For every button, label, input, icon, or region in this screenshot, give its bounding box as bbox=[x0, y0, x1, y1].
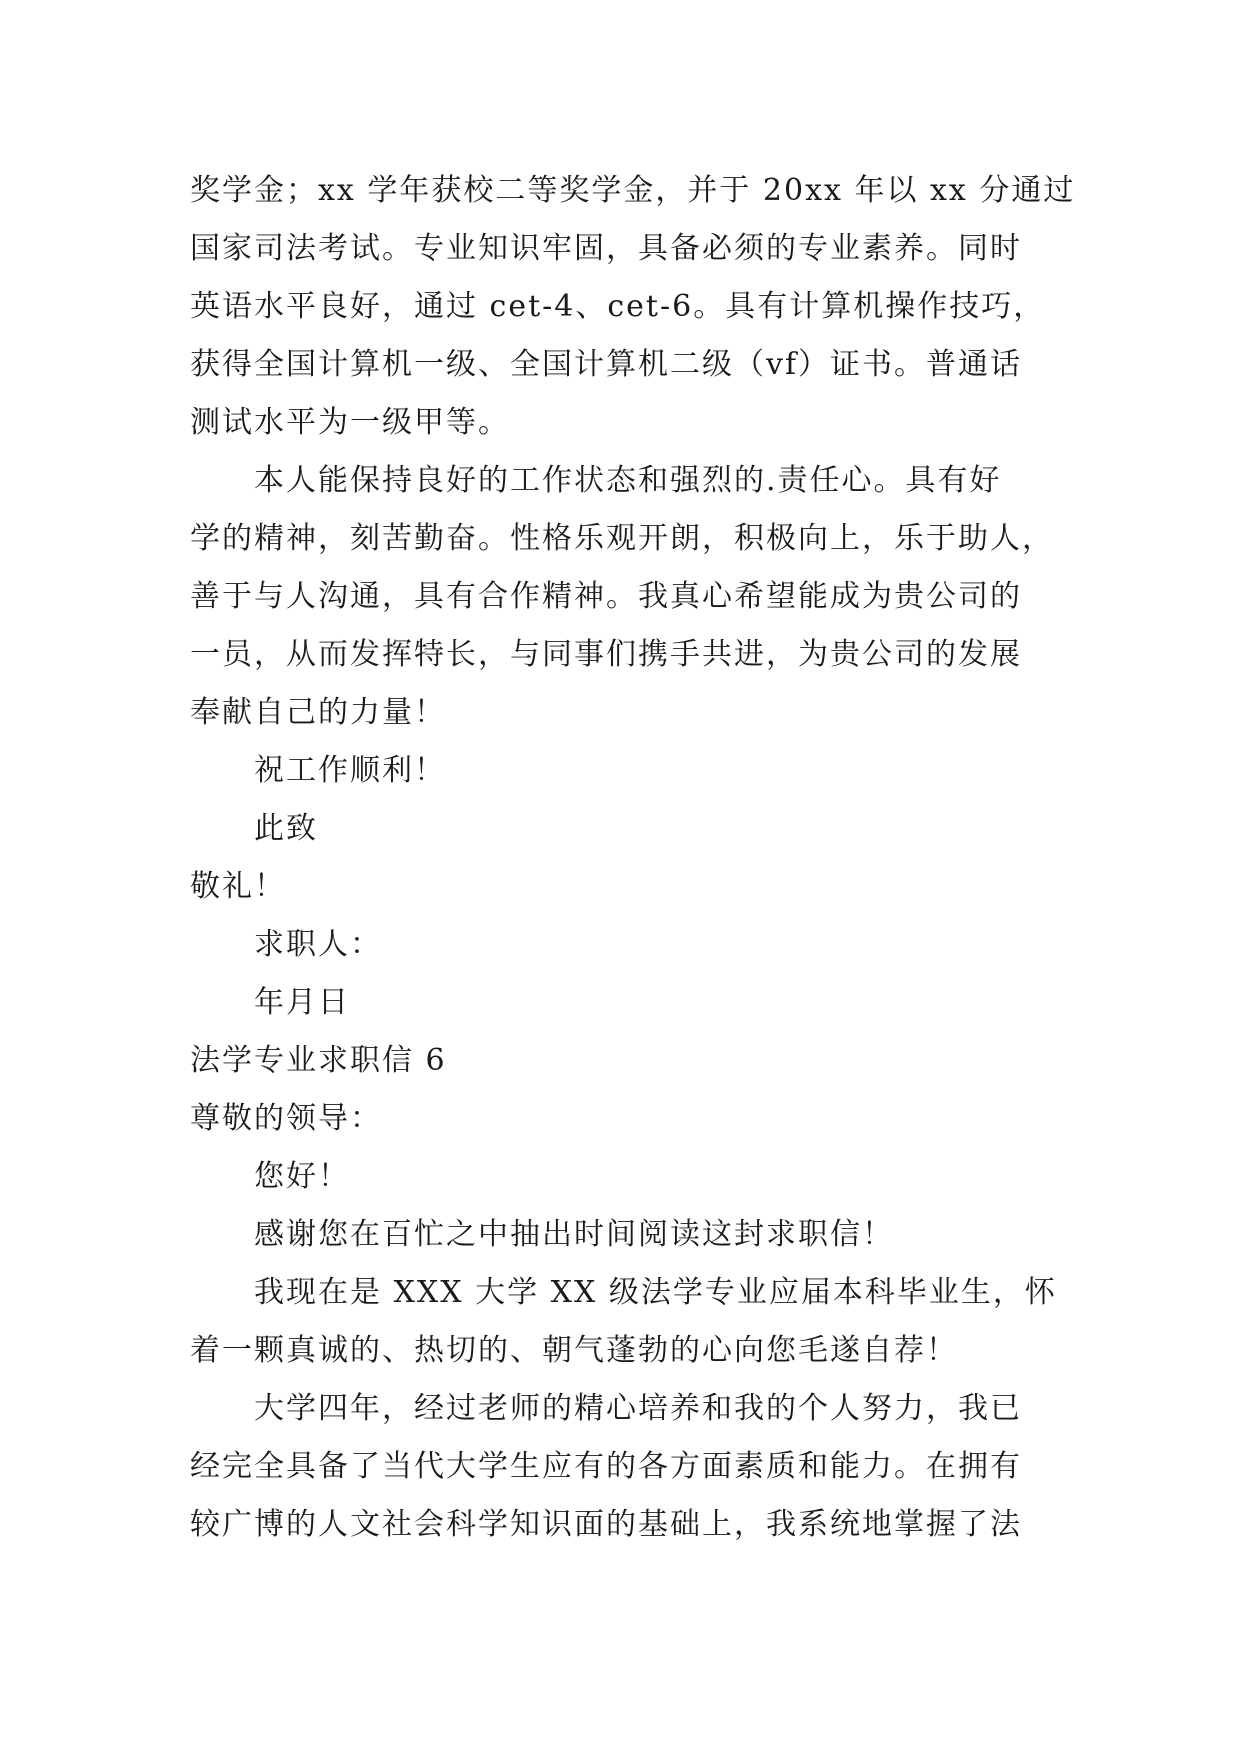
greeting-recipient: 尊敬的领导： bbox=[190, 1101, 382, 1136]
text-line: 善于与人沟通，具有合作精神。我真心希望能成为贵公司的 bbox=[190, 579, 1022, 614]
paragraph-start-line: 我现在是 XXX 大学 XX 级法学专业应届本科毕业生，怀 bbox=[254, 1275, 1057, 1310]
text-line: 学的精神，刻苦勤奋。性格乐观开朗，积极向上，乐于助人， bbox=[190, 521, 1054, 556]
signature-label: 求职人： bbox=[254, 927, 382, 962]
text-line: 着一颗真诚的、热切的、朝气蓬勃的心向您毛遂自荐！ bbox=[190, 1333, 958, 1368]
text-line: 英语水平良好，通过 cet-4、cet-6。具有计算机操作技巧， bbox=[190, 289, 1046, 324]
text-line: 测试水平为一级甲等。 bbox=[190, 405, 510, 440]
text-line: 一员，从而发挥特长，与同事们携手共进，为贵公司的发展 bbox=[190, 637, 1022, 672]
greeting: 您好！ bbox=[254, 1159, 350, 1194]
section-title: 法学专业求职信 6 bbox=[190, 1043, 447, 1078]
text-line: 较广博的人文社会科学知识面的基础上，我系统地掌握了法 bbox=[190, 1507, 1022, 1542]
paragraph-start-line: 本人能保持良好的工作状态和强烈的.责任心。具有好 bbox=[254, 463, 1002, 498]
date-label: 年月日 bbox=[254, 985, 350, 1020]
text-line: 经完全具备了当代大学生应有的各方面素质和能力。在拥有 bbox=[190, 1449, 1022, 1484]
closing-salutation: 此致 bbox=[254, 811, 318, 846]
text-line: 国家司法考试。专业知识牢固，具备必须的专业素养。同时 bbox=[190, 231, 1022, 266]
paragraph-start-line: 感谢您在百忙之中抽出时间阅读这封求职信！ bbox=[254, 1217, 894, 1252]
text-line: 获得全国计算机一级、全国计算机二级（vf）证书。普通话 bbox=[190, 347, 1023, 382]
closing-wish: 祝工作顺利！ bbox=[254, 753, 446, 788]
closing-regards: 敬礼！ bbox=[190, 869, 286, 904]
paragraph-start-line: 大学四年，经过老师的精心培养和我的个人努力，我已 bbox=[254, 1391, 1022, 1426]
document-body bbox=[190, 162, 1076, 1554]
text-line: 奖学金；xx 学年获校二等奖学金，并于 20xx 年以 xx 分通过 bbox=[190, 173, 1076, 208]
text-line: 奉献自己的力量！ bbox=[190, 695, 446, 730]
